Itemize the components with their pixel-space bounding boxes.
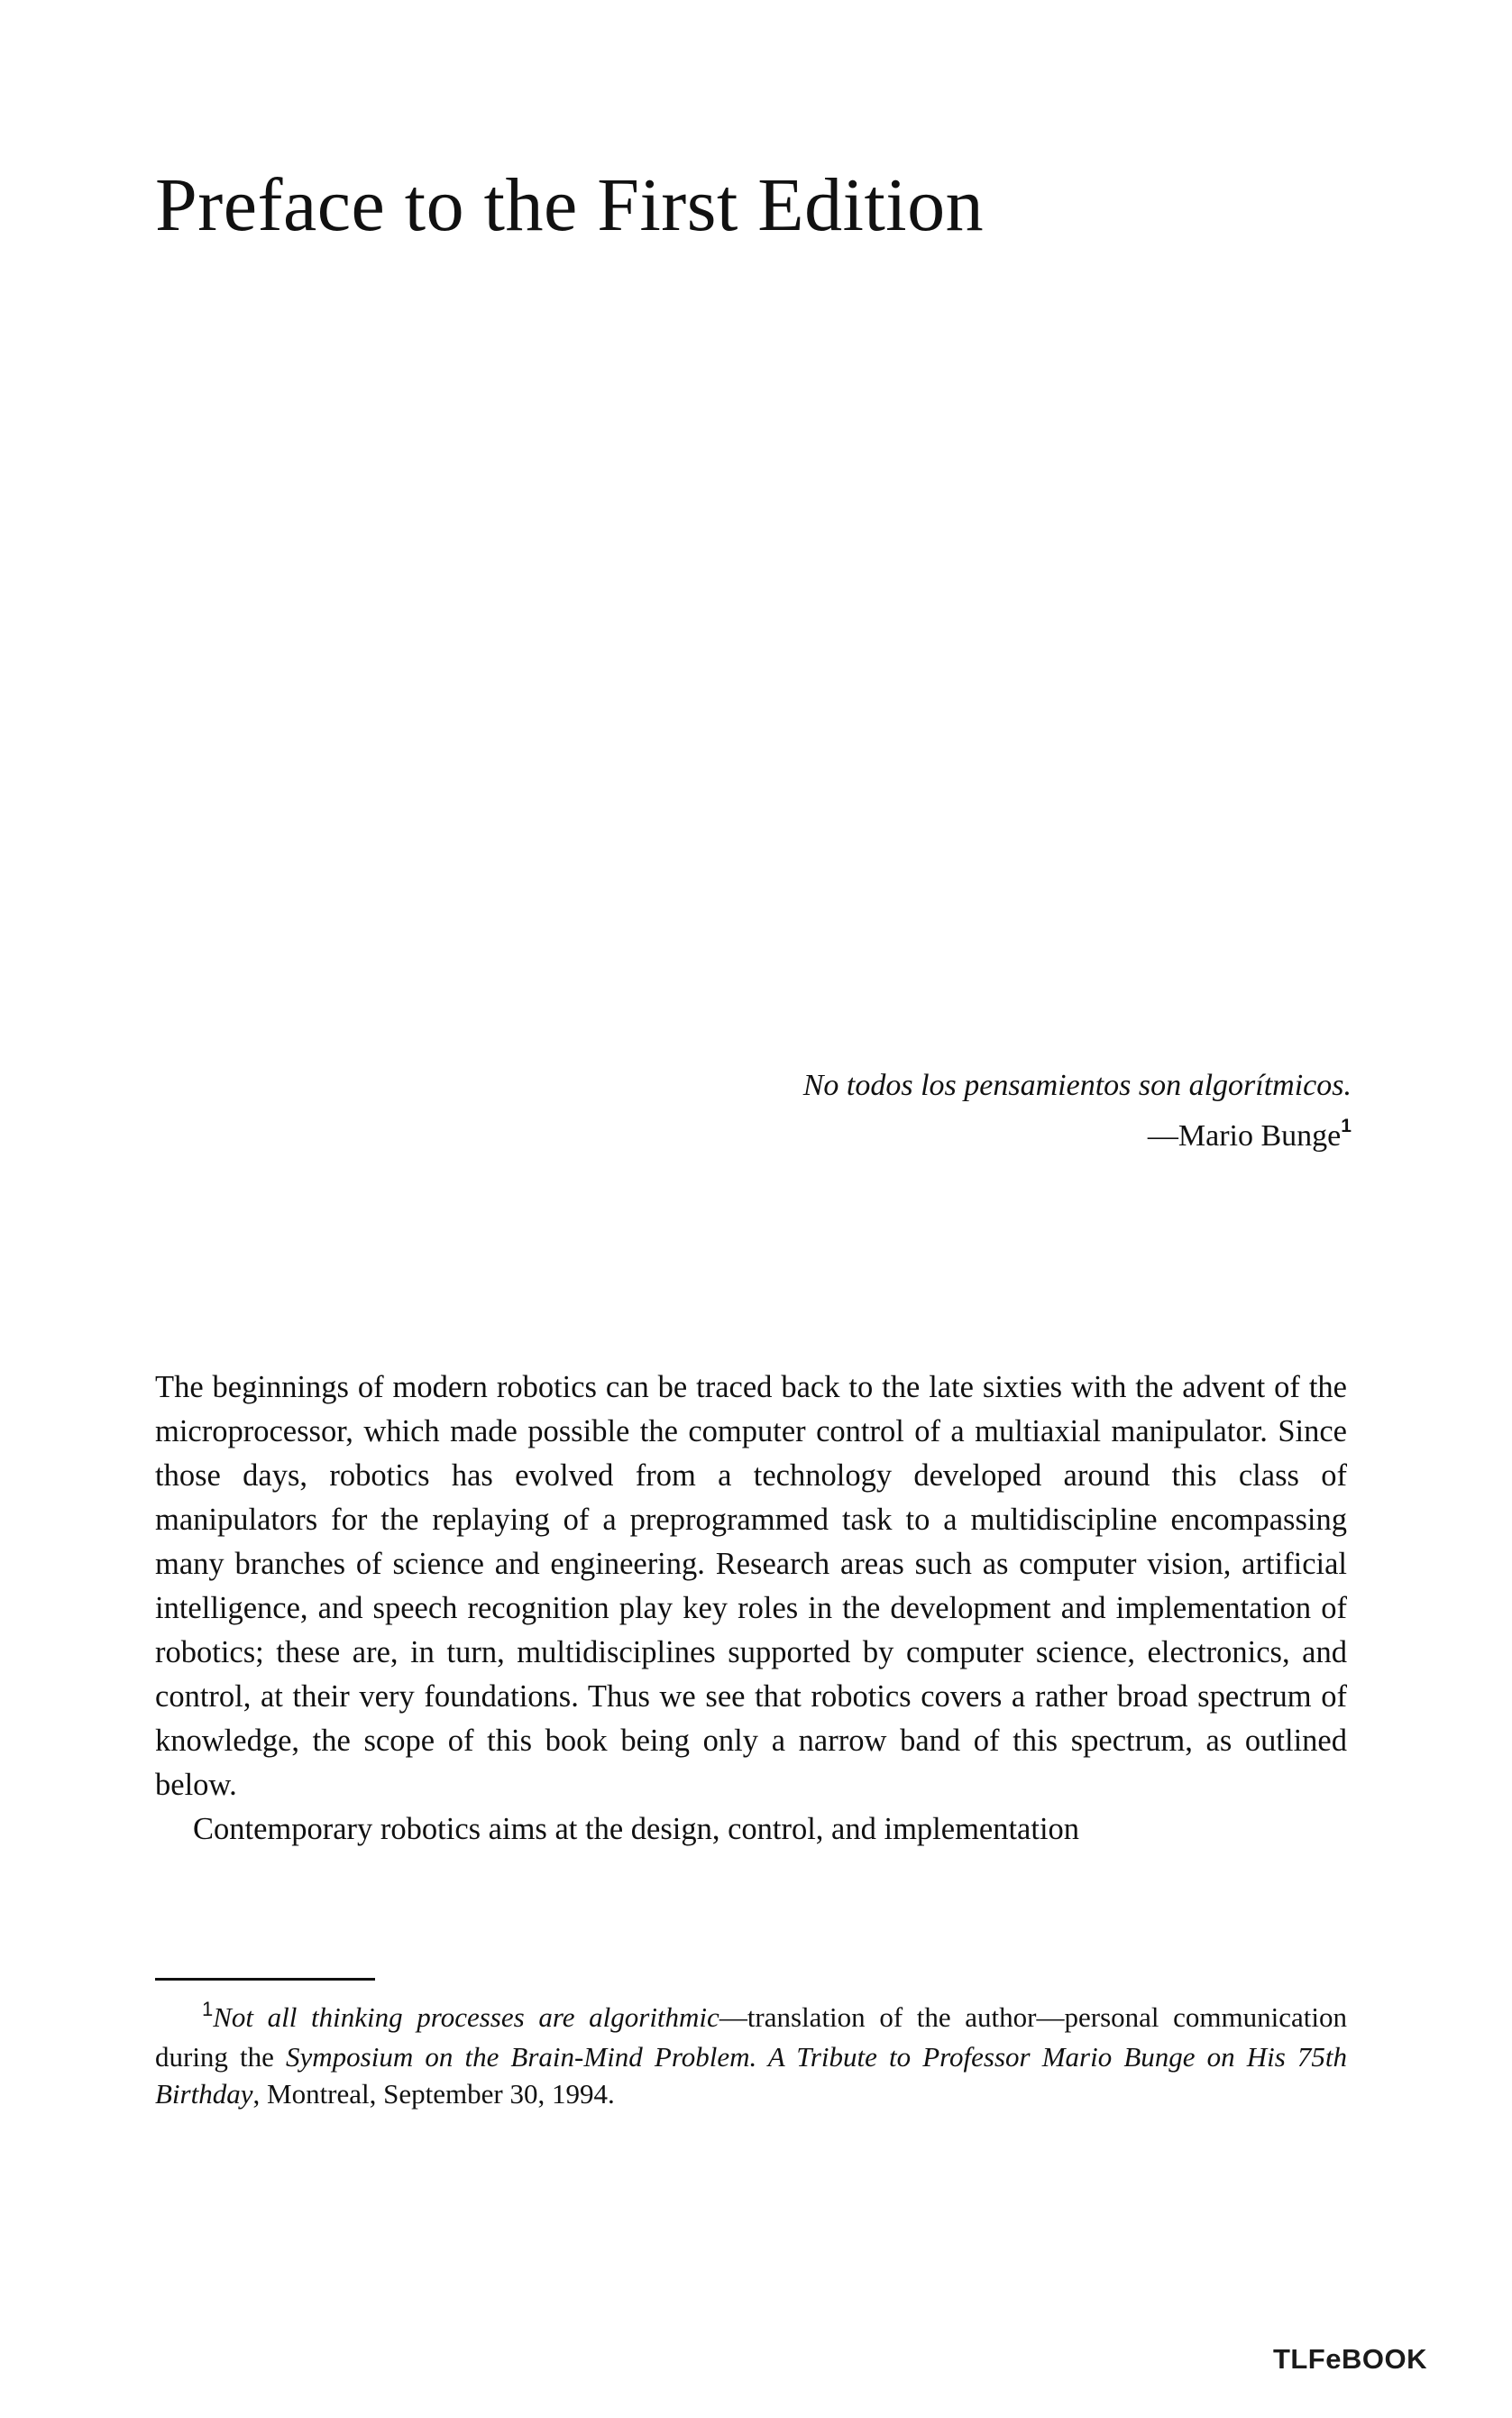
watermark: TLFeBOOK (1272, 2343, 1427, 2375)
epigraph-quote: No todos los pensamientos son algorítmicos. (802, 1069, 1352, 1102)
footnote-event-title: Symposium on the Brain-Mind Problem. A Tribute to Professor Mario Bunge on His 75th Birthday (155, 2041, 1348, 2110)
epigraph (803, 1061, 1352, 1162)
footnote (155, 1999, 1347, 2112)
footnote-mark: 1 (202, 1998, 214, 2020)
epigraph-author: —Mario Bunge (1147, 1119, 1342, 1153)
footnote-text-1: —translation of the author—personal communication during the (155, 2001, 1347, 2073)
paragraph-2: Contemporary robotics aims at the design, control, and implementation (193, 1812, 1080, 1846)
page-title: Preface to the First Edition (155, 163, 985, 247)
footnote-text-2: , Montreal, September 30, 1994. (252, 2078, 615, 2110)
paragraph-1: The beginnings of modern robotics can be traced back to the late sixties with the advent of the microprocessor, which made possible the computer control of a multiaxial manipulator. Since those days, robotics has evolved from a technology developed around this class of manipulators for the replaying of a preprogrammed task to a multidiscipline encompassing many branches of science and engineering. Research areas such as computer vision, artificial intelligence, and speech recognition play key roles in the development and implementation of robotics; these are, in turn, multidisciplines supported by computer science, electronics, and control, at their very foundations. Thus we see that robotics covers a rather broad spectrum of knowledge, the scope of this book being only a narrow band of this spectrum, as outlined below. (155, 1370, 1347, 1802)
footnote-divider (155, 1978, 375, 1981)
footnote-reference[interactable]: 1 (1341, 1115, 1352, 1136)
epigraph-attribution (803, 1111, 1352, 1162)
footnote-translation: Not all thinking processes are algorithmic (213, 2001, 719, 2033)
body-text (155, 1365, 1347, 1852)
